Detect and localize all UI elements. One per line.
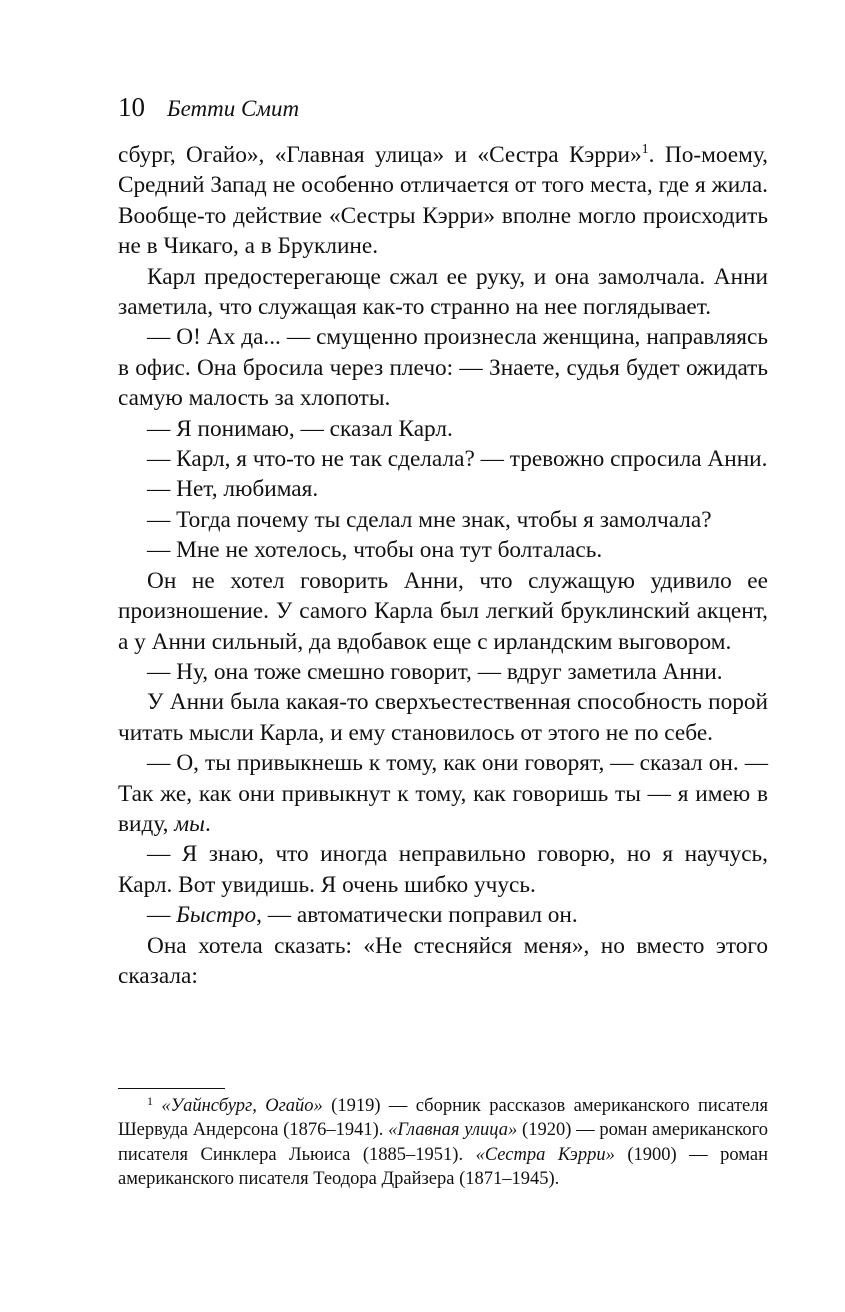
footnote-title: «Уайнсбург, Огайо» — [161, 1096, 323, 1116]
paragraph-text: . — [204, 810, 211, 837]
paragraph-text: , — автоматически поправил он. — [256, 902, 578, 929]
paragraph: — Нет, любимая. — [147, 476, 319, 503]
running-head: Бетти Смит — [167, 96, 300, 121]
emphasis: Быстро — [176, 902, 257, 929]
footnote-ref: 1 — [641, 142, 649, 157]
body-text — [118, 140, 768, 991]
paragraph: — Карл, я что-то не так сделала? — тревожно спросила Анни. — [147, 446, 768, 473]
paragraph: Он не хотел говорить Анни, что служащую удивило ее произношение. У самого Карла был легкий бруклинский акцент, а у Анни сильный, да вдобавок еще с ирландским выговором. — [118, 567, 768, 655]
paragraph — [118, 900, 768, 930]
paragraph-text: — О, ты привыкнешь к тому, как они говорят, — сказал он. — Так же, как они привыкнут к тому, как говоришь ты — я имею в виду, — [118, 750, 768, 837]
footnote-text: (1900) — роман американского писателя Теодора Драйзера (1871–1945). — [118, 1144, 768, 1189]
paragraph: — Я знаю, что иногда неправильно говорю, но я научусь, Карл. Вот увидишь. Я очень шибко учусь. — [118, 841, 768, 898]
paragraph: — О! Ах да... — смущенно произнесла женщина, направляясь в офис. Она бросила через плечо: — Знаете, судья будет ожидать самую малость за хлопоты. — [118, 324, 768, 412]
paragraph: Она хотела сказать: «Не стесняйся меня», но вместо этого сказала: — [118, 932, 768, 989]
paragraph: — Мне не хотелось, чтобы она тут болталась. — [147, 537, 603, 564]
paragraph — [118, 140, 768, 262]
paragraph: Карл предостерегающе сжал ее руку, и она замолчала. Анни заметила, что служащая как-то странно на нее поглядывает. — [118, 263, 768, 321]
footnote-marker: 1 — [147, 1094, 153, 1108]
footnote-text: (1919) — сборник рассказов американского писателя Шервуда Андерсона (1876–1941). — [118, 1096, 768, 1141]
page-number: 10 — [118, 92, 145, 122]
paragraph — [118, 748, 768, 839]
paragraph-text: . По-моему, Средний Запад не особенно отличается от того места, где я жила. Вообще-то действие «Сестры Кэрри» вполне могло происходить не в Чикаго, а в Бруклине. — [118, 142, 769, 260]
page-header — [118, 92, 299, 123]
paragraph-text: — — [147, 902, 177, 929]
footnote-title: «Главная улица» — [388, 1120, 518, 1141]
footnote-separator — [118, 1088, 225, 1089]
footnote — [118, 1094, 768, 1191]
paragraph: — Тогда почему ты сделал мне знак, чтобы я замолчала? — [147, 506, 712, 533]
paragraph-text: сбург, Огайо», «Главная улица» и «Сестра Кэрри» — [118, 142, 642, 168]
footnote-title: «Сестра Кэрри» — [475, 1144, 615, 1165]
paragraph: У Анни была какая-то сверхъестественная способность порой читать мысли Карла, и ему становилось от этого не по себе. — [118, 689, 768, 746]
emphasis: мы — [174, 810, 205, 837]
paragraph: — Я понимаю, — сказал Карл. — [147, 415, 453, 442]
footnote-text: (1920) — роман американского писателя Синклера Льюиса (1885–1951). — [118, 1120, 768, 1165]
paragraph: — Ну, она тоже смешно говорит, — вдруг заметила Анни. — [147, 658, 723, 685]
